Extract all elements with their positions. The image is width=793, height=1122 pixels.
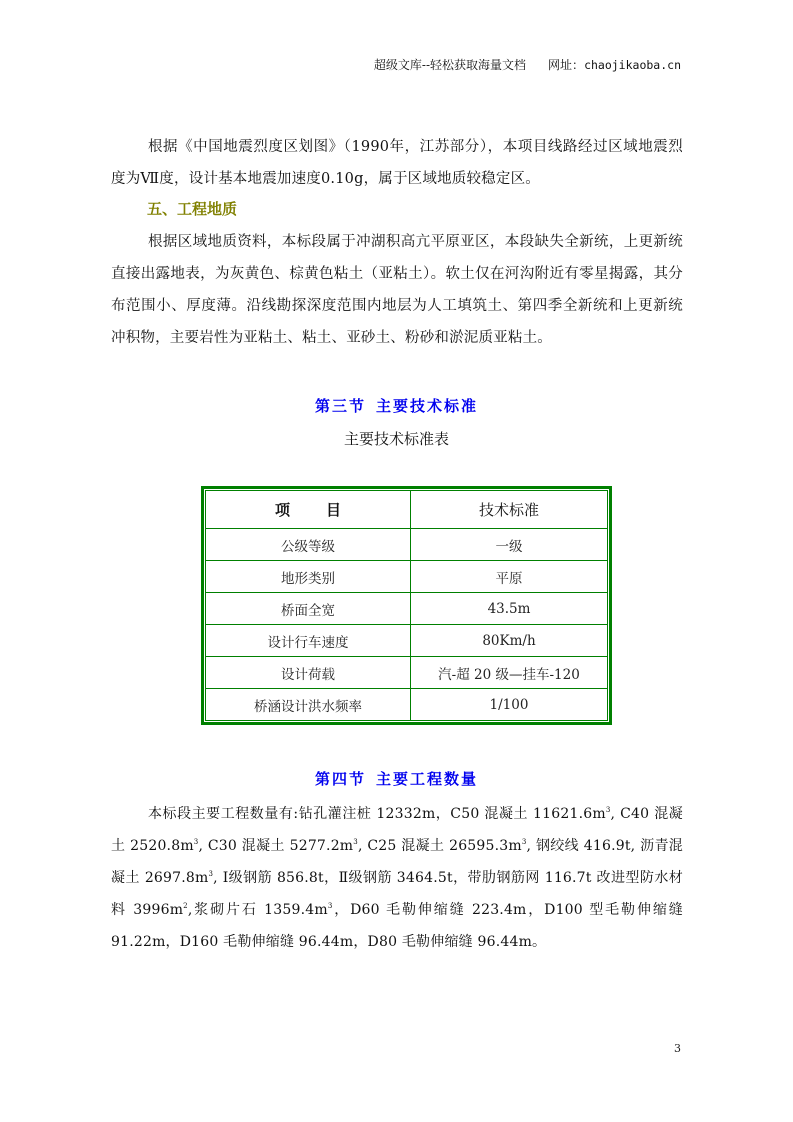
row-item: 设计行车速度 xyxy=(206,625,411,657)
tech-standards-table xyxy=(205,490,608,721)
quantities-paragraph: 本标段主要工程数量有:钻孔灌注桩 12332m，C50 混凝土 $11621.6m^3$, C40 混凝土 $2520.8m^3$, C30 混凝土 $5277.2m^3$, C25 混凝土 $26595.3m^3$, 钢绞线 416.9t, 沥青混凝土 $2697.8m^3$, Ⅰ级钢筋 856.8t，Ⅱ级钢筋 3464.5t，带肋钢筋网 116.7t 改进型防水材料 $3996m^2$,浆砌片石 $1359.4m^3$，D60 毛勒伸缩缝 223.4m，D100 型毛勒伸缩缝 91.22m，D160 毛勒伸缩缝 96.44m，D80 毛勒伸缩缝 96.44m。 xyxy=(111,806,683,950)
section3-number: 第三节 xyxy=(314,397,366,415)
row-item: 设计荷载 xyxy=(206,657,411,689)
row-value: 1/100 xyxy=(411,689,608,721)
column-header-item: 项 目 xyxy=(206,491,411,529)
table-row xyxy=(206,529,608,561)
row-value: 汽-超 20 级—挂车-120 xyxy=(411,657,608,689)
row-item: 地形类别 xyxy=(206,561,411,593)
row-item: 公级等级 xyxy=(206,529,411,561)
row-value: 43.5m xyxy=(411,593,608,625)
table-header-row xyxy=(206,491,608,529)
row-value: 一级 xyxy=(411,529,608,561)
table-row xyxy=(206,625,608,657)
seismic-paragraph: 根据《中国地震烈度区划图》（1990年，江苏部分），本项目线路经过区域地震烈度为Ⅶ度，设计基本地震加速度0.10g，属于区域地质较稳定区。 xyxy=(111,139,683,187)
table-row xyxy=(206,561,608,593)
header-site-name: 超级文库--轻松获取海量文档 xyxy=(373,58,527,72)
page-number: 3 xyxy=(674,1042,681,1055)
row-item: 桥面全宽 xyxy=(206,593,411,625)
section4-number: 第四节 xyxy=(314,770,366,788)
table-caption: 主要技术标准表 xyxy=(343,430,449,448)
tech-standards-table-frame xyxy=(201,486,612,725)
page-header xyxy=(374,56,681,73)
table-row xyxy=(206,657,608,689)
section3-title xyxy=(0,395,793,416)
table-row xyxy=(206,593,608,625)
row-item: 桥涵设计洪水频率 xyxy=(206,689,411,721)
column-header-standard: 技术标准 xyxy=(411,491,608,529)
row-value: 平原 xyxy=(411,561,608,593)
section4-title-text: 主要工程数量 xyxy=(376,770,479,788)
header-url: chaojikaoba.cn xyxy=(584,58,681,72)
geology-paragraph: 根据区域地质资料，本标段属于冲湖积高亢平原亚区，本段缺失全新统，上更新统直接出露地表，为灰黄色、棕黄色粘土（亚粘土）。软土仅在河沟附近有零星揭露，其分布范围小、厚度薄。沿线勘探深度范围内地层为人工填筑土、第四季全新统和上更新统冲积物，主要岩性为亚粘土、粘土、亚砂土、粉砂和淤泥质亚粘土。 xyxy=(111,234,683,346)
row-value: 80Km/h xyxy=(411,625,608,657)
header-url-label: 网址： xyxy=(548,58,585,72)
table-row xyxy=(206,689,608,721)
section4-title xyxy=(0,768,793,789)
section3-title-text: 主要技术标准 xyxy=(376,397,479,415)
geology-heading: 五、工程地质 xyxy=(147,200,238,218)
